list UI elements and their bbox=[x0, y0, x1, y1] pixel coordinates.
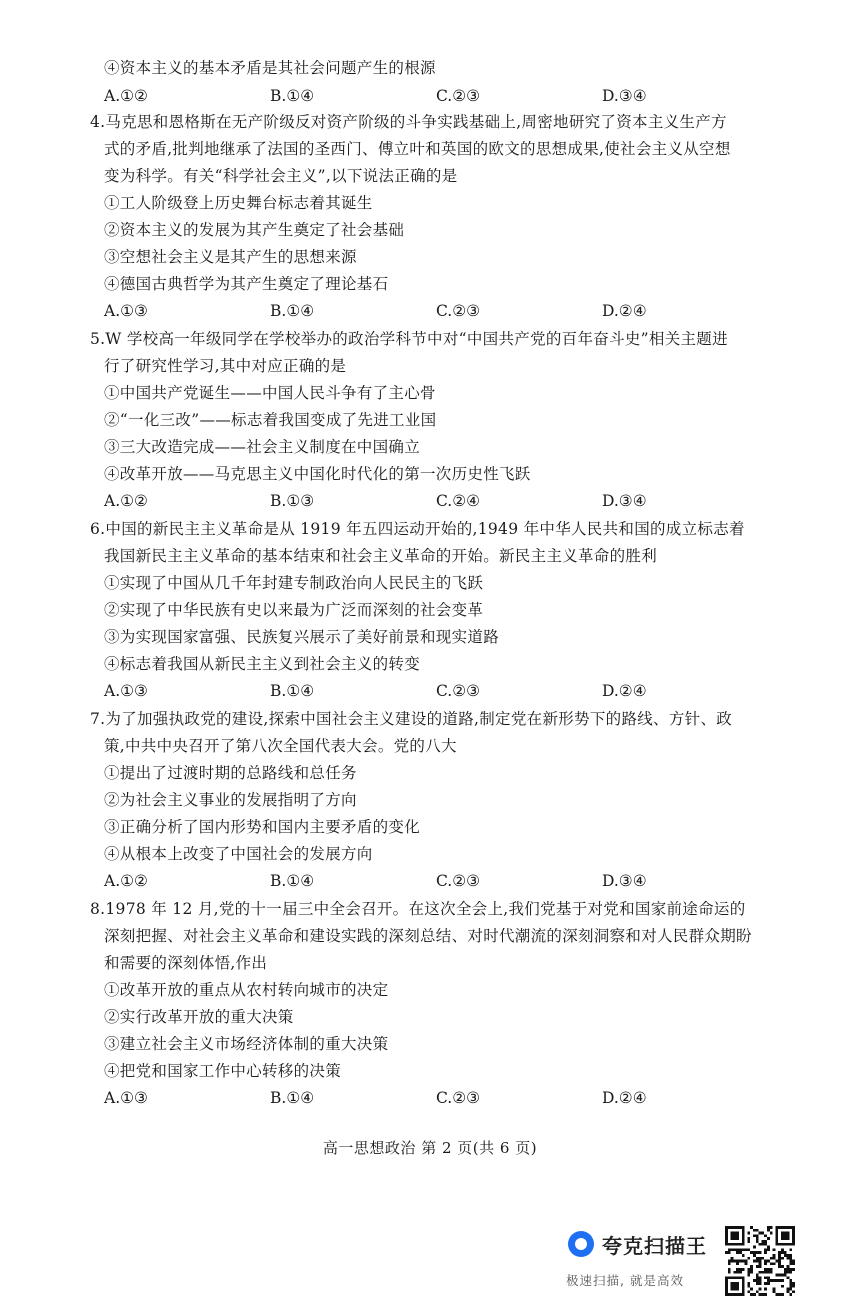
answer-option: C.②③ bbox=[436, 302, 481, 320]
text-line: ②实现了中华民族有史以来最为广泛而深刻的社会变革 bbox=[104, 601, 484, 619]
text-line: ③三大改造完成——社会主义制度在中国确立 bbox=[104, 438, 421, 456]
scanner-app-name: 夸克扫描王 bbox=[602, 1234, 707, 1258]
answer-option: B.①③ bbox=[270, 492, 315, 510]
answer-option: C.②④ bbox=[436, 492, 481, 510]
text-line: ②“一化三改”——标志着我国变成了先进工业国 bbox=[104, 411, 437, 429]
text-line: ③正确分析了国内形势和国内主要矛盾的变化 bbox=[104, 818, 421, 836]
answer-option: D.②④ bbox=[602, 302, 647, 320]
text-line: 8.1978 年 12 月,党的十一届三中全会召开。在这次全会上,我们党基于对党和国家前途命运的 bbox=[90, 900, 746, 918]
answer-option: D.③④ bbox=[602, 492, 647, 510]
text-line: ③为实现国家富强、民族复兴展示了美好前景和现实道路 bbox=[104, 628, 500, 646]
text-line: 式的矛盾,批判地继承了法国的圣西门、傅立叶和英国的欧文的思想成果,使社会主义从空想 bbox=[104, 140, 731, 158]
scanner-watermark bbox=[566, 1229, 726, 1299]
text-line: 策,中共中央召开了第八次全国代表大会。党的八大 bbox=[104, 737, 457, 755]
text-line: 行了研究性学习,其中对应正确的是 bbox=[104, 357, 347, 375]
text-line: ④改革开放——马克思主义中国化时代化的第一次历史性飞跃 bbox=[104, 465, 531, 483]
text-line: ①中国共产党诞生——中国人民斗争有了主心骨 bbox=[104, 384, 436, 402]
answer-option: A.①② bbox=[104, 872, 148, 890]
text-line: ①工人阶级登上历史舞台标志着其诞生 bbox=[104, 194, 373, 212]
text-line: 深刻把握、对社会主义革命和建设实践的深刻总结、对时代潮流的深刻洞察和对人民群众期盼 bbox=[104, 927, 752, 945]
answer-option: D.③④ bbox=[602, 872, 647, 890]
page-footer: 高一思想政治 第 2 页(共 6 页) bbox=[322, 1139, 538, 1157]
text-line: ④资本主义的基本矛盾是其社会问题产生的根源 bbox=[104, 59, 436, 77]
text-line: ②实行改革开放的重大决策 bbox=[104, 1008, 294, 1026]
text-line: 6.中国的新民主主义革命是从 1919 年五四运动开始的,1949 年中华人民共和国的成立标志着 bbox=[90, 520, 745, 538]
answer-option: B.①④ bbox=[270, 1089, 315, 1107]
text-line: ③空想社会主义是其产生的思想来源 bbox=[104, 248, 357, 266]
text-line: 变为科学。有关“科学社会主义”,以下说法正确的是 bbox=[104, 167, 458, 185]
answer-option: B.①④ bbox=[270, 302, 315, 320]
text-line: 4.马克思和恩格斯在无产阶级反对资产阶级的斗争实践基础上,周密地研究了资本主义生产方 bbox=[90, 113, 727, 131]
text-line: ①改革开放的重点从农村转向城市的决定 bbox=[104, 981, 389, 999]
answer-option: A.①③ bbox=[104, 302, 148, 320]
text-line: 和需要的深刻体悟,作出 bbox=[104, 954, 268, 972]
answer-option: B.①④ bbox=[270, 682, 315, 700]
answer-option: B.①④ bbox=[270, 872, 315, 890]
text-line: ②资本主义的发展为其产生奠定了社会基础 bbox=[104, 221, 405, 239]
answer-option: A.①③ bbox=[104, 1089, 148, 1107]
answer-option: C.②③ bbox=[436, 682, 481, 700]
scanner-tagline: 极速扫描, 就是高效 bbox=[566, 1273, 684, 1288]
answer-option: A.①② bbox=[104, 87, 148, 105]
text-line: ②为社会主义事业的发展指明了方向 bbox=[104, 791, 357, 809]
text-line: ④把党和国家工作中心转移的决策 bbox=[104, 1062, 342, 1080]
text-line: 我国新民主主义革命的基本结束和社会主义革命的开始。新民主主义革命的胜利 bbox=[104, 547, 658, 565]
answer-option: C.②③ bbox=[436, 1089, 481, 1107]
answer-option: B.①④ bbox=[270, 87, 315, 105]
text-line: ①实现了中国从几千年封建专制政治向人民民主的飞跃 bbox=[104, 574, 484, 592]
text-line: ①提出了过渡时期的总路线和总任务 bbox=[104, 764, 357, 782]
answer-option: D.②④ bbox=[602, 682, 647, 700]
scanner-logo-icon bbox=[568, 1231, 594, 1257]
answer-option: C.②③ bbox=[436, 872, 481, 890]
text-line: ④从根本上改变了中国社会的发展方向 bbox=[104, 845, 373, 863]
answer-option: D.②④ bbox=[602, 1089, 647, 1107]
answer-option: A.①② bbox=[104, 492, 148, 510]
text-line: ③建立社会主义市场经济体制的重大决策 bbox=[104, 1035, 389, 1053]
text-line: 5.W 学校高一年级同学在学校举办的政治学科节中对“中国共产党的百年奋斗史”相关主题进 bbox=[90, 330, 728, 348]
text-line: ④标志着我国从新民主主义到社会主义的转变 bbox=[104, 655, 421, 673]
answer-option: A.①③ bbox=[104, 682, 148, 700]
answer-option: C.②③ bbox=[436, 87, 481, 105]
qr-code-icon bbox=[725, 1226, 795, 1296]
answer-option: D.③④ bbox=[602, 87, 647, 105]
text-line: 7.为了加强执政党的建设,探索中国社会主义建设的道路,制定党在新形势下的路线、方针、政 bbox=[90, 710, 733, 728]
text-line: ④德国古典哲学为其产生奠定了理论基石 bbox=[104, 275, 389, 293]
